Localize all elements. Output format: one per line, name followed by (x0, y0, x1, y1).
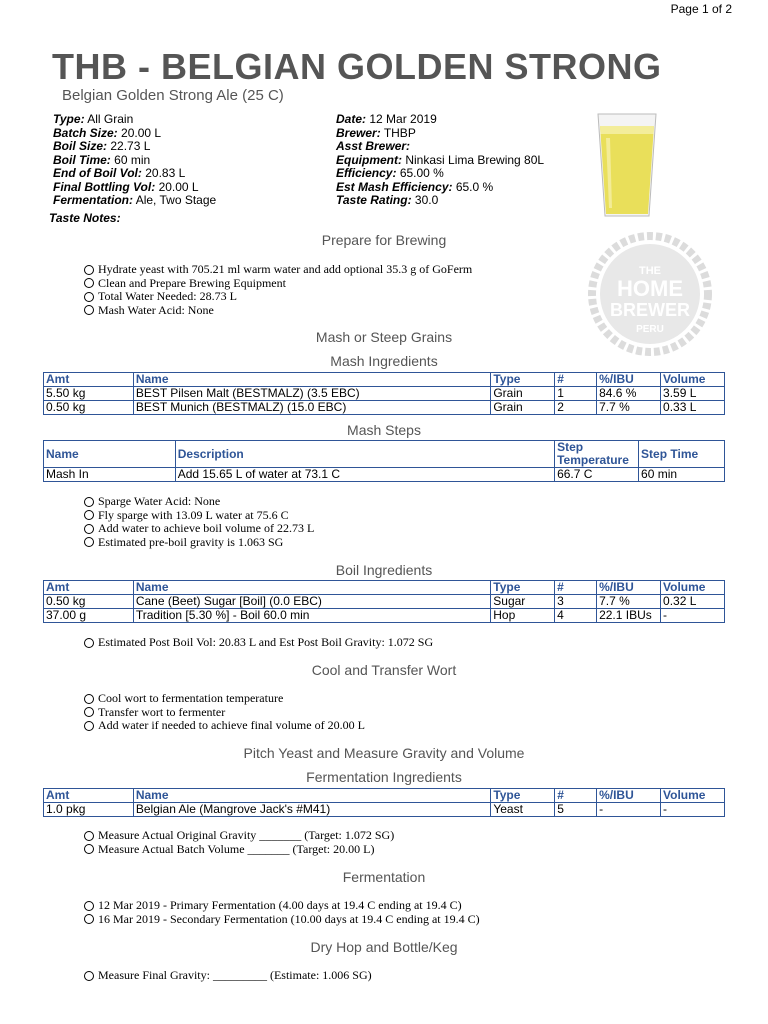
recipe-info-right (336, 113, 544, 208)
checklist-text: 16 Mar 2019 - Secondary Fermentation (10.00 days at 19.4 C ending at 19.4 C) (98, 911, 480, 926)
info-value: 65.0 % (455, 179, 494, 194)
column-header: %/IBU (597, 373, 661, 387)
measure-steps (84, 829, 394, 856)
table-cell: 3.59 L (661, 387, 725, 401)
table-row (44, 387, 725, 401)
column-header: Name (133, 789, 490, 803)
checklist-item[interactable] (84, 536, 314, 550)
info-row (336, 113, 544, 127)
fermentation-ingredients-table (43, 788, 725, 817)
svg-text:THE: THE (639, 265, 661, 277)
table-cell: 3 (555, 595, 597, 609)
checklist-text: Sparge Water Acid: None (98, 494, 221, 508)
checkbox-circle-icon[interactable] (84, 524, 94, 534)
info-row (336, 194, 544, 208)
table-cell: 7.7 % (597, 401, 661, 415)
checklist-item[interactable] (84, 899, 480, 913)
info-label: Type: (53, 112, 85, 126)
info-row (53, 167, 216, 181)
table-cell: - (661, 609, 725, 623)
table-cell: Mash In (44, 468, 176, 482)
svg-text:HOME: HOME (617, 276, 683, 301)
info-row (53, 181, 216, 195)
info-row (336, 127, 544, 141)
checklist-text: Measure Actual Batch Volume _______ (Target: 20.00 L) (98, 841, 375, 856)
table-cell: 66.7 C (555, 468, 639, 482)
info-value: 22.73 L (110, 139, 151, 153)
info-label: End of Boil Vol: (53, 166, 142, 180)
info-value: 20.83 L (145, 166, 186, 180)
info-label: Efficiency: (336, 166, 397, 180)
checklist-item[interactable] (84, 636, 433, 650)
page-number: Page 1 of 2 (670, 2, 732, 16)
column-header: # (555, 581, 597, 595)
checkbox-circle-icon[interactable] (84, 721, 94, 731)
info-row (336, 154, 544, 168)
checklist-item[interactable] (84, 829, 394, 843)
table-row (44, 401, 725, 415)
beer-glass-icon (596, 112, 658, 223)
table-header-row (44, 789, 725, 803)
checkbox-circle-icon[interactable] (84, 292, 94, 302)
column-header: Type (491, 373, 555, 387)
sparge-steps (84, 495, 314, 549)
info-row (53, 113, 216, 127)
info-label: Taste Rating: (336, 193, 412, 207)
table-cell: 5.50 kg (44, 387, 134, 401)
table-cell: Grain (491, 401, 555, 415)
checklist-text: Clean and Prepare Brewing Equipment (98, 275, 286, 290)
checkbox-circle-icon[interactable] (84, 537, 94, 547)
checkbox-circle-icon[interactable] (84, 497, 94, 507)
checkbox-circle-icon[interactable] (84, 901, 94, 911)
info-label: Asst Brewer: (336, 139, 411, 153)
checklist-text: Estimated pre-boil gravity is 1.063 SG (98, 534, 284, 549)
info-row (53, 140, 216, 154)
checkbox-circle-icon[interactable] (84, 844, 94, 854)
table-cell: 1.0 pkg (44, 803, 134, 817)
mash-ingredients-table (43, 372, 725, 415)
checklist-text: Cool wort to fermentation temperature (98, 691, 284, 705)
info-value: 12 Mar 2019 (369, 112, 437, 126)
checkbox-circle-icon[interactable] (84, 265, 94, 275)
checklist-text: Total Water Needed: 28.73 L (98, 289, 237, 303)
checkbox-circle-icon[interactable] (84, 638, 94, 648)
column-header: Amt (44, 581, 134, 595)
table-cell: BEST Pilsen Malt (BESTMALZ) (3.5 EBC) (133, 387, 491, 401)
checkbox-circle-icon[interactable] (84, 914, 94, 924)
info-label: Est Mash Efficiency: (336, 179, 453, 194)
table-cell: Tradition [5.30 %] - Boil 60.0 min (133, 609, 490, 623)
checkbox-circle-icon[interactable] (84, 510, 94, 520)
checkbox-circle-icon[interactable] (84, 831, 94, 841)
column-header: Volume (661, 373, 725, 387)
info-row (336, 140, 544, 154)
checklist-item[interactable] (84, 913, 480, 927)
table-cell: Sugar (491, 595, 555, 609)
column-header: Step Temperature (555, 441, 639, 468)
checklist-item[interactable] (84, 719, 365, 733)
column-header: %/IBU (597, 789, 661, 803)
table-cell: Add 15.65 L of water at 73.1 C (175, 468, 554, 482)
checklist-text: Estimated Post Boil Vol: 20.83 L and Est Post Boil Gravity: 1.072 SG (98, 635, 434, 649)
checkbox-circle-icon[interactable] (84, 305, 94, 315)
checklist-item[interactable] (84, 277, 472, 291)
table-cell: 84.6 % (597, 387, 661, 401)
info-value: THBP (383, 125, 416, 140)
info-label: Final Bottling Vol: (53, 179, 156, 194)
checkbox-circle-icon[interactable] (84, 971, 94, 981)
post-boil-step (84, 636, 433, 650)
section-cool: Cool and Transfer Wort (311, 662, 457, 678)
section-boil-ingredients: Boil Ingredients (335, 562, 433, 578)
table-cell: Yeast (491, 803, 555, 817)
checklist-item[interactable] (84, 969, 372, 983)
table-cell: 1 (555, 387, 597, 401)
column-header: # (555, 789, 597, 803)
svg-text:PERU: PERU (636, 324, 664, 335)
table-row (44, 609, 725, 623)
checkbox-circle-icon[interactable] (84, 707, 94, 717)
column-header: Type (491, 789, 555, 803)
info-value: 60 min (114, 152, 151, 167)
column-header: Name (133, 581, 490, 595)
column-header: Step Time (639, 441, 725, 468)
column-header: Name (133, 373, 491, 387)
table-cell: 60 min (639, 468, 725, 482)
table-cell: Cane (Beet) Sugar [Boil] (0.0 EBC) (133, 595, 490, 609)
table-row (44, 803, 725, 817)
table-cell: 37.00 g (44, 609, 134, 623)
info-label: Date: (336, 112, 367, 126)
table-cell: 0.32 L (661, 595, 725, 609)
info-label: Brewer: (336, 125, 381, 140)
section-mash: Mash or Steep Grains (315, 329, 453, 345)
checklist-text: Hydrate yeast with 705.21 ml warm water and add optional 35.3 g of GoFerm (98, 262, 473, 276)
taste-notes-label: Taste Notes: (49, 211, 121, 225)
table-cell: 0.33 L (661, 401, 725, 415)
info-value: 20.00 L (158, 179, 199, 194)
checklist-item[interactable] (84, 495, 314, 509)
column-header: %/IBU (597, 581, 661, 595)
table-cell: - (661, 803, 725, 817)
table-cell: Belgian Ale (Mangrove Jack's #M41) (133, 803, 490, 817)
info-row (53, 194, 216, 208)
checklist-item[interactable] (84, 706, 365, 720)
info-value: 30.0 (414, 193, 439, 207)
table-header-row (44, 441, 725, 468)
column-header: Description (175, 441, 554, 468)
table-cell: Hop (491, 609, 555, 623)
recipe-subtitle: Belgian Golden Strong Ale (25 C) (62, 87, 284, 104)
checklist-text: Fly sparge with 13.09 L water at 75.6 C (98, 507, 289, 522)
table-cell: 0.50 kg (44, 595, 134, 609)
checklist-text: Measure Final Gravity: _________ (Estimate: 1.006 SG) (98, 968, 372, 982)
info-label: Boil Time: (53, 152, 111, 167)
final-gravity-step (84, 969, 372, 983)
section-dry-hop: Dry Hop and Bottle/Keg (310, 939, 458, 955)
info-value: 20.00 L (121, 125, 162, 140)
info-row (336, 167, 544, 181)
column-header: Volume (661, 581, 725, 595)
column-header: Amt (44, 789, 134, 803)
column-header: Volume (661, 789, 725, 803)
info-value: Ale, Two Stage (135, 193, 217, 207)
checklist-item[interactable] (84, 522, 314, 536)
checklist-item[interactable] (84, 290, 472, 304)
fermentation-steps (84, 899, 480, 926)
table-cell: 2 (555, 401, 597, 415)
checklist-item[interactable] (84, 509, 314, 523)
table-header-row (44, 581, 725, 595)
section-prepare: Prepare for Brewing (321, 232, 447, 248)
mash-steps-table (43, 440, 725, 482)
section-mash-steps: Mash Steps (347, 422, 421, 438)
table-row (44, 468, 725, 482)
table-cell: BEST Munich (BESTMALZ) (15.0 EBC) (133, 401, 491, 415)
info-value: 65.00 % (399, 166, 444, 180)
info-value: All Grain (87, 112, 134, 126)
table-cell: - (597, 803, 661, 817)
section-fermentation-ingredients: Fermentation Ingredients (306, 769, 462, 785)
column-header: # (555, 373, 597, 387)
cool-steps (84, 692, 365, 733)
svg-text:BREWER: BREWER (610, 300, 690, 320)
section-mash-ingredients: Mash Ingredients (330, 353, 438, 369)
checkbox-circle-icon[interactable] (84, 278, 94, 288)
table-cell: 22.1 IBUs (597, 609, 661, 623)
recipe-title: THB - BELGIAN GOLDEN STRONG (52, 46, 662, 87)
table-cell: 0.50 kg (44, 401, 134, 415)
table-cell: 4 (555, 609, 597, 623)
info-label: Equipment: (336, 152, 402, 167)
prepare-steps (84, 263, 472, 317)
info-value: Ninkasi Lima Brewing 80L (405, 152, 545, 167)
recipe-info-left (53, 113, 216, 208)
checklist-item[interactable] (84, 843, 394, 857)
checklist-item[interactable] (84, 692, 365, 706)
checklist-text: Transfer wort to fermenter (98, 704, 226, 719)
column-header: Type (491, 581, 555, 595)
info-row (53, 154, 216, 168)
table-row (44, 595, 725, 609)
boil-ingredients-table (43, 580, 725, 623)
table-cell: 7.7 % (597, 595, 661, 609)
info-row (53, 127, 216, 141)
checklist-item[interactable] (84, 263, 472, 277)
checklist-text: Measure Actual Original Gravity _______ (Target: 1.072 SG) (98, 828, 395, 842)
checklist-text: Add water to achieve boil volume of 22.73 L (98, 521, 315, 535)
info-row (336, 181, 544, 195)
checklist-text: Mash Water Acid: None (98, 302, 214, 317)
table-cell: Grain (491, 387, 555, 401)
checklist-text: 12 Mar 2019 - Primary Fermentation (4.00 days at 19.4 C ending at 19.4 C) (98, 898, 462, 912)
info-label: Boil Size: (53, 139, 108, 153)
checklist-item[interactable] (84, 304, 472, 318)
table-header-row (44, 373, 725, 387)
info-label: Fermentation: (53, 193, 134, 207)
checkbox-circle-icon[interactable] (84, 694, 94, 704)
info-label: Batch Size: (53, 125, 118, 140)
checklist-text: Add water if needed to achieve final volume of 20.00 L (98, 718, 365, 732)
section-pitch: Pitch Yeast and Measure Gravity and Volume (243, 745, 525, 761)
column-header: Name (44, 441, 176, 468)
table-cell: 5 (555, 803, 597, 817)
section-fermentation: Fermentation (342, 869, 426, 885)
column-header: Amt (44, 373, 134, 387)
